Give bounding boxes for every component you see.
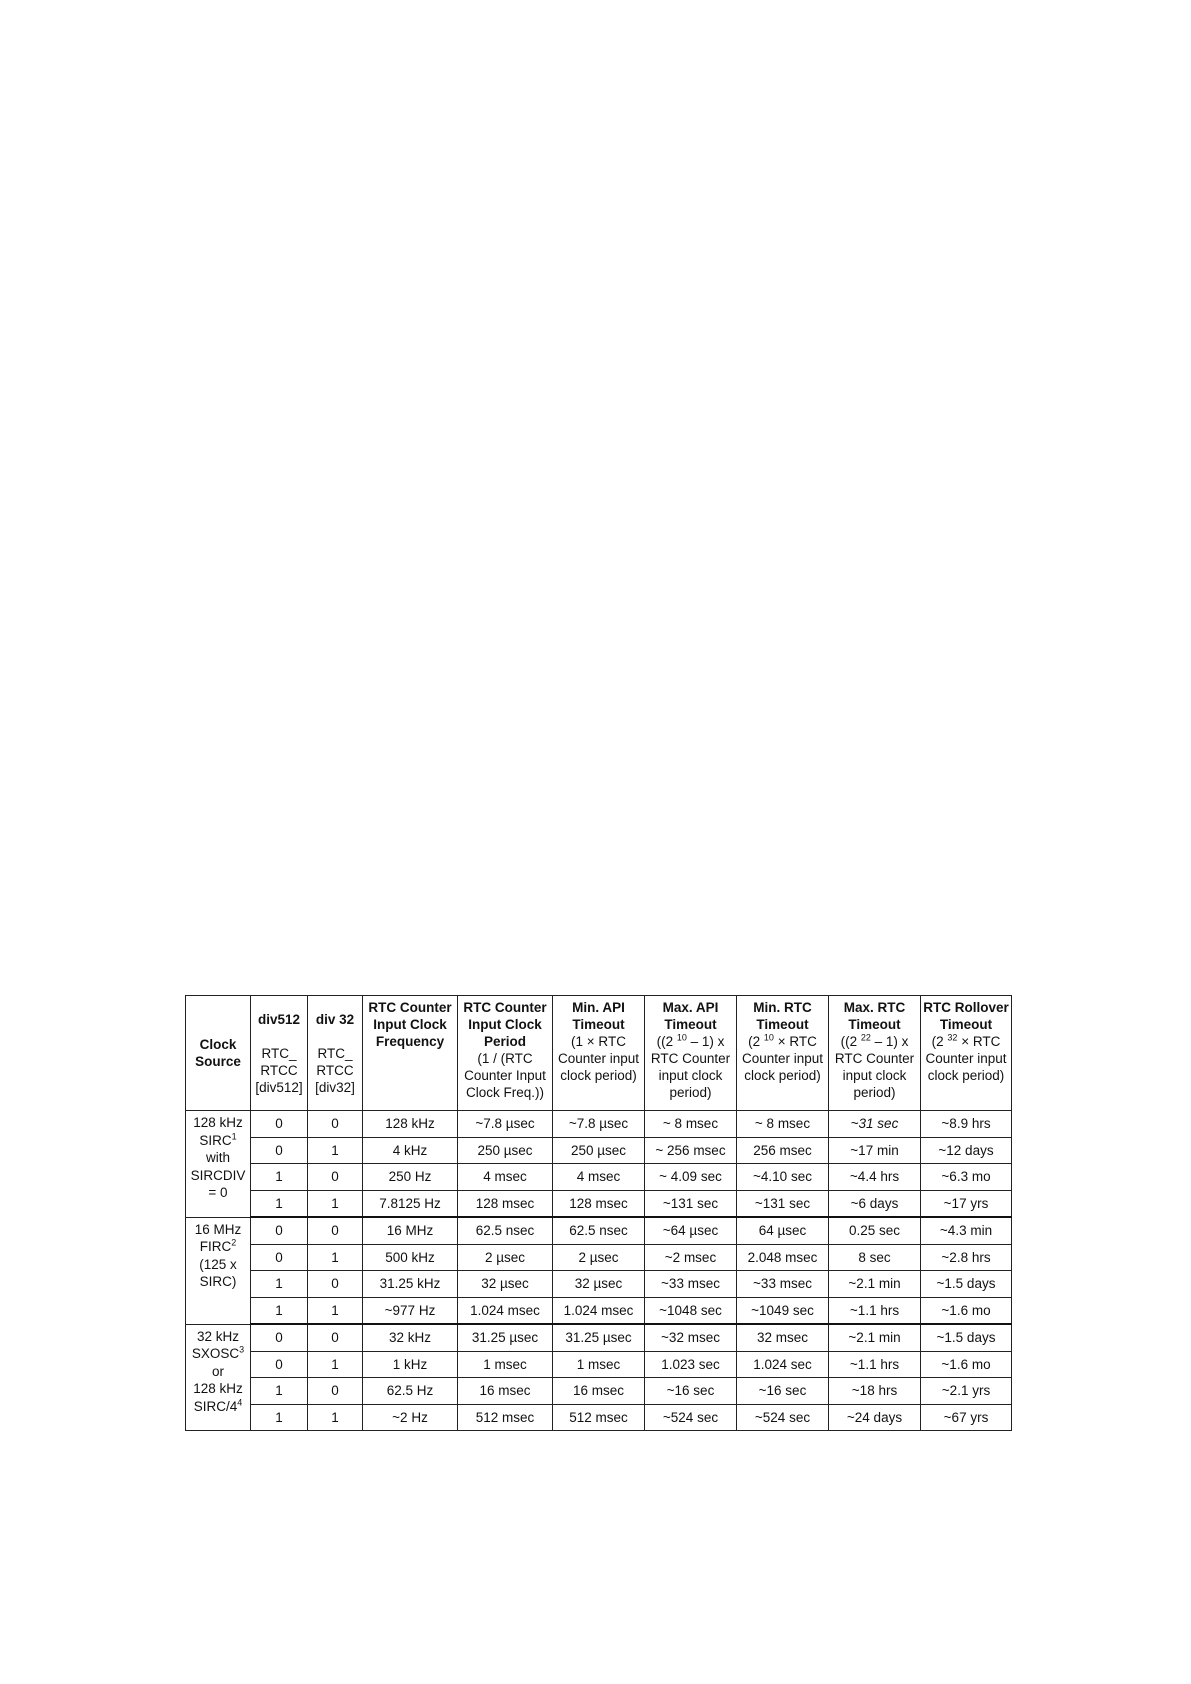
cell: ~17 yrs [921, 1190, 1012, 1217]
cell: 0 [251, 1137, 308, 1164]
header-frequency: RTC Counter Input Clock Frequency [363, 996, 458, 1111]
cell: 2 µsec [553, 1244, 645, 1271]
cell: ~524 sec [737, 1404, 829, 1431]
cell: 1.024 sec [737, 1351, 829, 1378]
cell: 1.023 sec [645, 1351, 737, 1378]
clock-source-cell: 16 MHz FIRC$^2$ (125 x SIRC) [186, 1217, 251, 1324]
cell: 4 msec [458, 1164, 553, 1191]
cell: 512 msec [458, 1404, 553, 1431]
cell: 31.25 µsec [553, 1324, 645, 1351]
table-row [186, 1217, 1012, 1244]
cell: 256 msec [737, 1137, 829, 1164]
cell: 0 [251, 1244, 308, 1271]
cell: ~2 Hz [363, 1404, 458, 1431]
cell: ~4.10 sec [737, 1164, 829, 1191]
cell: ~1049 sec [737, 1297, 829, 1324]
cell: ~7.8 µsec [458, 1111, 553, 1138]
cell: ~16 sec [645, 1378, 737, 1405]
cell: ~ 8 msec [645, 1111, 737, 1138]
cell: ~1.1 hrs [829, 1351, 921, 1378]
cell: 4 msec [553, 1164, 645, 1191]
cell: 1.024 msec [553, 1297, 645, 1324]
cell: 1 [251, 1190, 308, 1217]
cell: 0 [251, 1111, 308, 1138]
cell: ~17 min [829, 1137, 921, 1164]
table-row [186, 1244, 1012, 1271]
cell: ~33 msec [645, 1271, 737, 1298]
cell: 2 µsec [458, 1244, 553, 1271]
table-row [186, 1324, 1012, 1351]
cell: 512 msec [553, 1404, 645, 1431]
cell: 1 kHz [363, 1351, 458, 1378]
table-row [186, 1164, 1012, 1191]
cell: ~977 Hz [363, 1297, 458, 1324]
header-div32: div 32 RTC_ RTCC [div32] [308, 996, 363, 1111]
cell: 1 [308, 1351, 363, 1378]
cell: 62.5 nsec [553, 1217, 645, 1244]
cell: 62.5 nsec [458, 1217, 553, 1244]
cell: 16 msec [553, 1378, 645, 1405]
cell: 1 [308, 1297, 363, 1324]
cell: 62.5 Hz [363, 1378, 458, 1405]
cell: 16 msec [458, 1378, 553, 1405]
table-row [186, 1190, 1012, 1217]
cell: ~2.1 min [829, 1271, 921, 1298]
cell: ~2.1 min [829, 1324, 921, 1351]
cell: ~1.6 mo [921, 1297, 1012, 1324]
header-max-rtc-timeout: Max. RTC Timeout ((2 $^{22}$ – 1) x RTC Counter input clock period) [829, 996, 921, 1111]
cell: 1 [251, 1271, 308, 1298]
cell: 0 [251, 1324, 308, 1351]
cell: ~4.4 hrs [829, 1164, 921, 1191]
cell: ~16 sec [737, 1378, 829, 1405]
cell: 0 [308, 1111, 363, 1138]
cell: ~33 msec [737, 1271, 829, 1298]
rtc-timeout-table [185, 995, 1012, 1431]
table-row [186, 1351, 1012, 1378]
cell: 0 [308, 1217, 363, 1244]
cell: 1 [308, 1244, 363, 1271]
table-body [186, 1111, 1012, 1431]
header-min-rtc-timeout: Min. RTC Timeout (2 $^{10}$ × RTC Counter input clock period) [737, 996, 829, 1111]
cell: 0 [251, 1351, 308, 1378]
cell: ~31 sec [829, 1111, 921, 1138]
cell: ~6 days [829, 1190, 921, 1217]
header-max-api-timeout: Max. API Timeout ((2 $^{10}$ – 1) x RTC Counter input clock period) [645, 996, 737, 1111]
cell: 250 µsec [458, 1137, 553, 1164]
clock-source-cell: 128 kHz SIRC$^1$ with SIRCDIV = 0 [186, 1111, 251, 1218]
cell: ~4.3 min [921, 1217, 1012, 1244]
cell: 32 µsec [458, 1271, 553, 1298]
cell: 250 µsec [553, 1137, 645, 1164]
cell: 0 [308, 1164, 363, 1191]
cell: 1 msec [553, 1351, 645, 1378]
cell: 0 [251, 1217, 308, 1244]
header-rollover-timeout: RTC Rollover Timeout (2 $^{32}$ × RTC Counter input clock period) [921, 996, 1012, 1111]
cell: ~131 sec [737, 1190, 829, 1217]
cell: 0 [308, 1271, 363, 1298]
cell: 32 kHz [363, 1324, 458, 1351]
cell: ~ 256 msec [645, 1137, 737, 1164]
table-row [186, 1137, 1012, 1164]
clock-source-cell: 32 kHz SXOSC$^3$ or 128 kHz SIRC/$4^4$ [186, 1324, 251, 1431]
header-div512: div512 RTC_ RTCC [div512] [251, 996, 308, 1111]
cell: ~7.8 µsec [553, 1111, 645, 1138]
cell: 128 kHz [363, 1111, 458, 1138]
table-row [186, 1378, 1012, 1405]
cell: 1 [308, 1137, 363, 1164]
cell: 8 sec [829, 1244, 921, 1271]
header-row [186, 996, 1012, 1111]
cell: ~32 msec [645, 1324, 737, 1351]
table-row [186, 1271, 1012, 1298]
cell: 4 kHz [363, 1137, 458, 1164]
cell: ~2 msec [645, 1244, 737, 1271]
cell: 128 msec [458, 1190, 553, 1217]
cell: 7.8125 Hz [363, 1190, 458, 1217]
cell: ~ 4.09 sec [645, 1164, 737, 1191]
cell: ~1.5 days [921, 1324, 1012, 1351]
cell: 1 [308, 1190, 363, 1217]
cell: 1 [251, 1378, 308, 1405]
cell: ~524 sec [645, 1404, 737, 1431]
header-clock-source: Clock Source [186, 996, 251, 1111]
cell: 128 msec [553, 1190, 645, 1217]
cell: ~1.5 days [921, 1271, 1012, 1298]
header-period: RTC Counter Input Clock Period (1 / (RTC Counter Input Clock Freq.)) [458, 996, 553, 1111]
cell: ~1048 sec [645, 1297, 737, 1324]
cell: 1 [251, 1404, 308, 1431]
cell: ~64 µsec [645, 1217, 737, 1244]
cell: 31.25 µsec [458, 1324, 553, 1351]
cell: ~18 hrs [829, 1378, 921, 1405]
table-row [186, 1297, 1012, 1324]
cell: 0.25 sec [829, 1217, 921, 1244]
cell: ~ 8 msec [737, 1111, 829, 1138]
cell: 2.048 msec [737, 1244, 829, 1271]
cell: ~1.6 mo [921, 1351, 1012, 1378]
cell: ~67 yrs [921, 1404, 1012, 1431]
cell: ~6.3 mo [921, 1164, 1012, 1191]
cell: 1.024 msec [458, 1297, 553, 1324]
cell: 16 MHz [363, 1217, 458, 1244]
cell: ~24 days [829, 1404, 921, 1431]
cell: 250 Hz [363, 1164, 458, 1191]
cell: 32 msec [737, 1324, 829, 1351]
cell: 500 kHz [363, 1244, 458, 1271]
cell: ~131 sec [645, 1190, 737, 1217]
cell: ~1.1 hrs [829, 1297, 921, 1324]
cell: 31.25 kHz [363, 1271, 458, 1298]
cell: 64 µsec [737, 1217, 829, 1244]
table-row [186, 1404, 1012, 1431]
header-min-api-timeout: Min. API Timeout (1 × RTC Counter input clock period) [553, 996, 645, 1111]
cell: 0 [308, 1378, 363, 1405]
cell: 1 msec [458, 1351, 553, 1378]
cell: ~2.1 yrs [921, 1378, 1012, 1405]
cell: 0 [308, 1324, 363, 1351]
cell: 1 [251, 1297, 308, 1324]
cell: ~8.9 hrs [921, 1111, 1012, 1138]
cell: 32 µsec [553, 1271, 645, 1298]
table-row [186, 1111, 1012, 1138]
cell: ~12 days [921, 1137, 1012, 1164]
cell: 1 [251, 1164, 308, 1191]
cell: ~2.8 hrs [921, 1244, 1012, 1271]
cell: 1 [308, 1404, 363, 1431]
